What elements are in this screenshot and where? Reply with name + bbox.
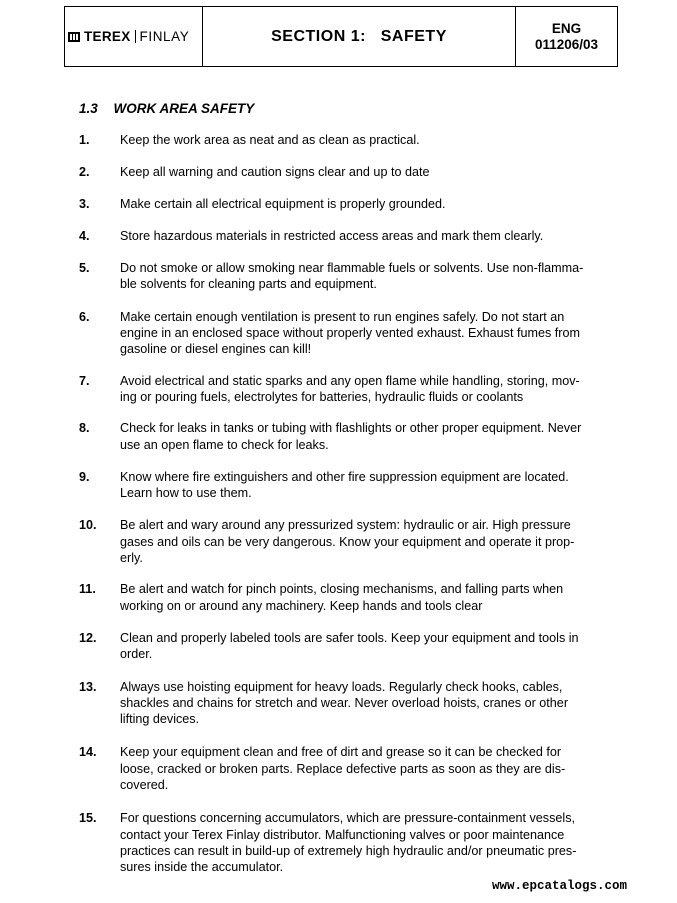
item-text-line: use an open flame to check for leaks.	[120, 437, 329, 452]
doc-code-block	[516, 7, 617, 66]
item-text	[120, 260, 615, 293]
item-number: 4.	[79, 228, 90, 243]
item-text-line: For questions concerning accumulators, which are pressure-containment vessels,	[120, 811, 575, 826]
item-text	[120, 469, 615, 502]
item-text-line: Check for leaks in tanks or tubing with flashlights or other proper equipment. Never	[120, 421, 582, 436]
terex-logo-icon	[68, 32, 80, 42]
document-number: 011206/03	[534, 36, 599, 52]
item-text-line: contact your Terex Finlay distributor. Malfunctioning valves or poor maintenance	[120, 827, 565, 842]
item-number: 12.	[79, 630, 97, 645]
list-item	[79, 373, 619, 406]
section-title-text: SECTION 1: SAFETY	[271, 27, 447, 45]
item-text-line: Clean and properly labeled tools are safer tools. Keep your equipment and tools in	[120, 630, 579, 645]
item-number: 1.	[79, 133, 90, 147]
item-number: 14.	[79, 745, 97, 760]
item-text-line: shackles and chains for stretch and wear. Never overload hoists, cranes or other	[120, 695, 569, 710]
item-text	[120, 581, 615, 614]
list-item	[79, 581, 619, 614]
item-text-line: working on or around any machinery. Keep hands and tools clear	[120, 598, 483, 613]
item-text-line: covered.	[120, 778, 169, 793]
language-code: ENG	[551, 20, 582, 36]
item-text-line: Learn how to use them.	[120, 486, 252, 501]
section-title	[203, 7, 516, 66]
list-item	[79, 132, 619, 148]
item-text-line: Know where fire extinguishers and other fire suppression equipment are located.	[120, 469, 569, 484]
item-text	[120, 744, 615, 793]
item-text	[120, 630, 615, 663]
item-text	[120, 196, 615, 212]
item-text	[120, 228, 615, 244]
safety-list	[79, 132, 619, 876]
item-text-line: Make certain all electrical equipment is properly grounded.	[120, 196, 446, 211]
item-text-line: Do not smoke or allow smoking near flammable fuels or solvents. Use non-flamma-	[120, 261, 584, 276]
item-text-line: Keep your equipment clean and free of dirt and grease so it can be checked for	[120, 745, 562, 760]
page-header	[64, 6, 618, 67]
section-heading	[79, 101, 254, 116]
item-number: 11.	[79, 582, 96, 597]
list-item	[79, 630, 619, 663]
brand-primary: TEREX	[84, 29, 131, 44]
list-item	[79, 679, 619, 728]
list-item	[79, 744, 619, 793]
item-text-line: sures inside the accumulator.	[120, 860, 284, 875]
item-text-line: Store hazardous materials in restricted access areas and mark them clearly.	[120, 228, 544, 243]
list-item	[79, 260, 619, 293]
item-number: 7.	[79, 373, 90, 388]
item-text-line: Always use hoisting equipment for heavy loads. Regularly check hooks, cables,	[120, 679, 563, 694]
item-text	[120, 132, 615, 148]
list-item	[79, 196, 619, 212]
item-text-line: engine in an enclosed space without properly vented exhaust. Exhaust fumes from	[120, 326, 580, 341]
item-text-line: erly.	[120, 551, 143, 566]
item-number: 15.	[79, 811, 97, 826]
item-number: 2.	[79, 165, 90, 180]
item-text-line: gasoline or diesel engines can kill!	[120, 342, 312, 357]
item-number: 10.	[79, 518, 97, 533]
item-text	[120, 164, 615, 180]
item-number: 13.	[79, 679, 97, 694]
item-text	[120, 517, 615, 566]
item-text-line: Make certain enough ventilation is present to run engines safely. Do not start an	[120, 309, 565, 324]
item-number: 9.	[79, 469, 90, 484]
item-text-line: practices can result in build-up of extremely high hydraulic and/or pneumatic pres-	[120, 843, 577, 858]
item-number: 5.	[79, 261, 90, 276]
item-text-line: Avoid electrical and static sparks and any open flame while handling, storing, mov-	[120, 373, 580, 388]
item-text	[120, 420, 615, 453]
item-text-line: lifting devices.	[120, 712, 200, 727]
item-text	[120, 679, 615, 728]
item-text-line: Keep the work area as neat and as clean as practical.	[120, 133, 420, 147]
brand-secondary: FINLAY	[139, 29, 190, 44]
item-text	[120, 373, 615, 406]
item-text	[120, 309, 615, 358]
item-number: 8.	[79, 421, 90, 436]
list-item	[79, 517, 619, 566]
brand-logo	[65, 7, 203, 66]
brand-divider	[135, 30, 136, 43]
item-text-line: order.	[120, 647, 153, 662]
item-text-line: Be alert and watch for pinch points, closing mechanisms, and falling parts when	[120, 582, 564, 597]
item-number: 3.	[79, 196, 90, 211]
list-item	[79, 164, 619, 180]
section-number: 1.3	[79, 101, 98, 116]
item-text-line: loose, cracked or broken parts. Replace defective parts as soon as they are dis-	[120, 761, 566, 776]
section-heading-title: WORK AREA SAFETY	[113, 101, 255, 116]
watermark: www.epcatalogs.com	[491, 879, 627, 893]
list-item	[79, 420, 619, 453]
item-text	[120, 810, 615, 875]
list-item	[79, 228, 619, 244]
item-text-line: Be alert and wary around any pressurized system: hydraulic or air. High pressure	[120, 518, 571, 533]
list-item	[79, 469, 619, 502]
list-item	[79, 309, 619, 358]
item-text-line: Keep all warning and caution signs clear and up to date	[120, 165, 430, 180]
item-number: 6.	[79, 309, 90, 324]
item-text-line: ing or pouring fuels, electrolytes for batteries, hydraulic fluids or coolants	[120, 389, 524, 404]
item-text-line: ble solvents for cleaning parts and equipment.	[120, 277, 377, 292]
list-item	[79, 810, 619, 875]
item-text-line: gases and oils can be very dangerous. Know your equipment and operate it prop-	[120, 534, 575, 549]
